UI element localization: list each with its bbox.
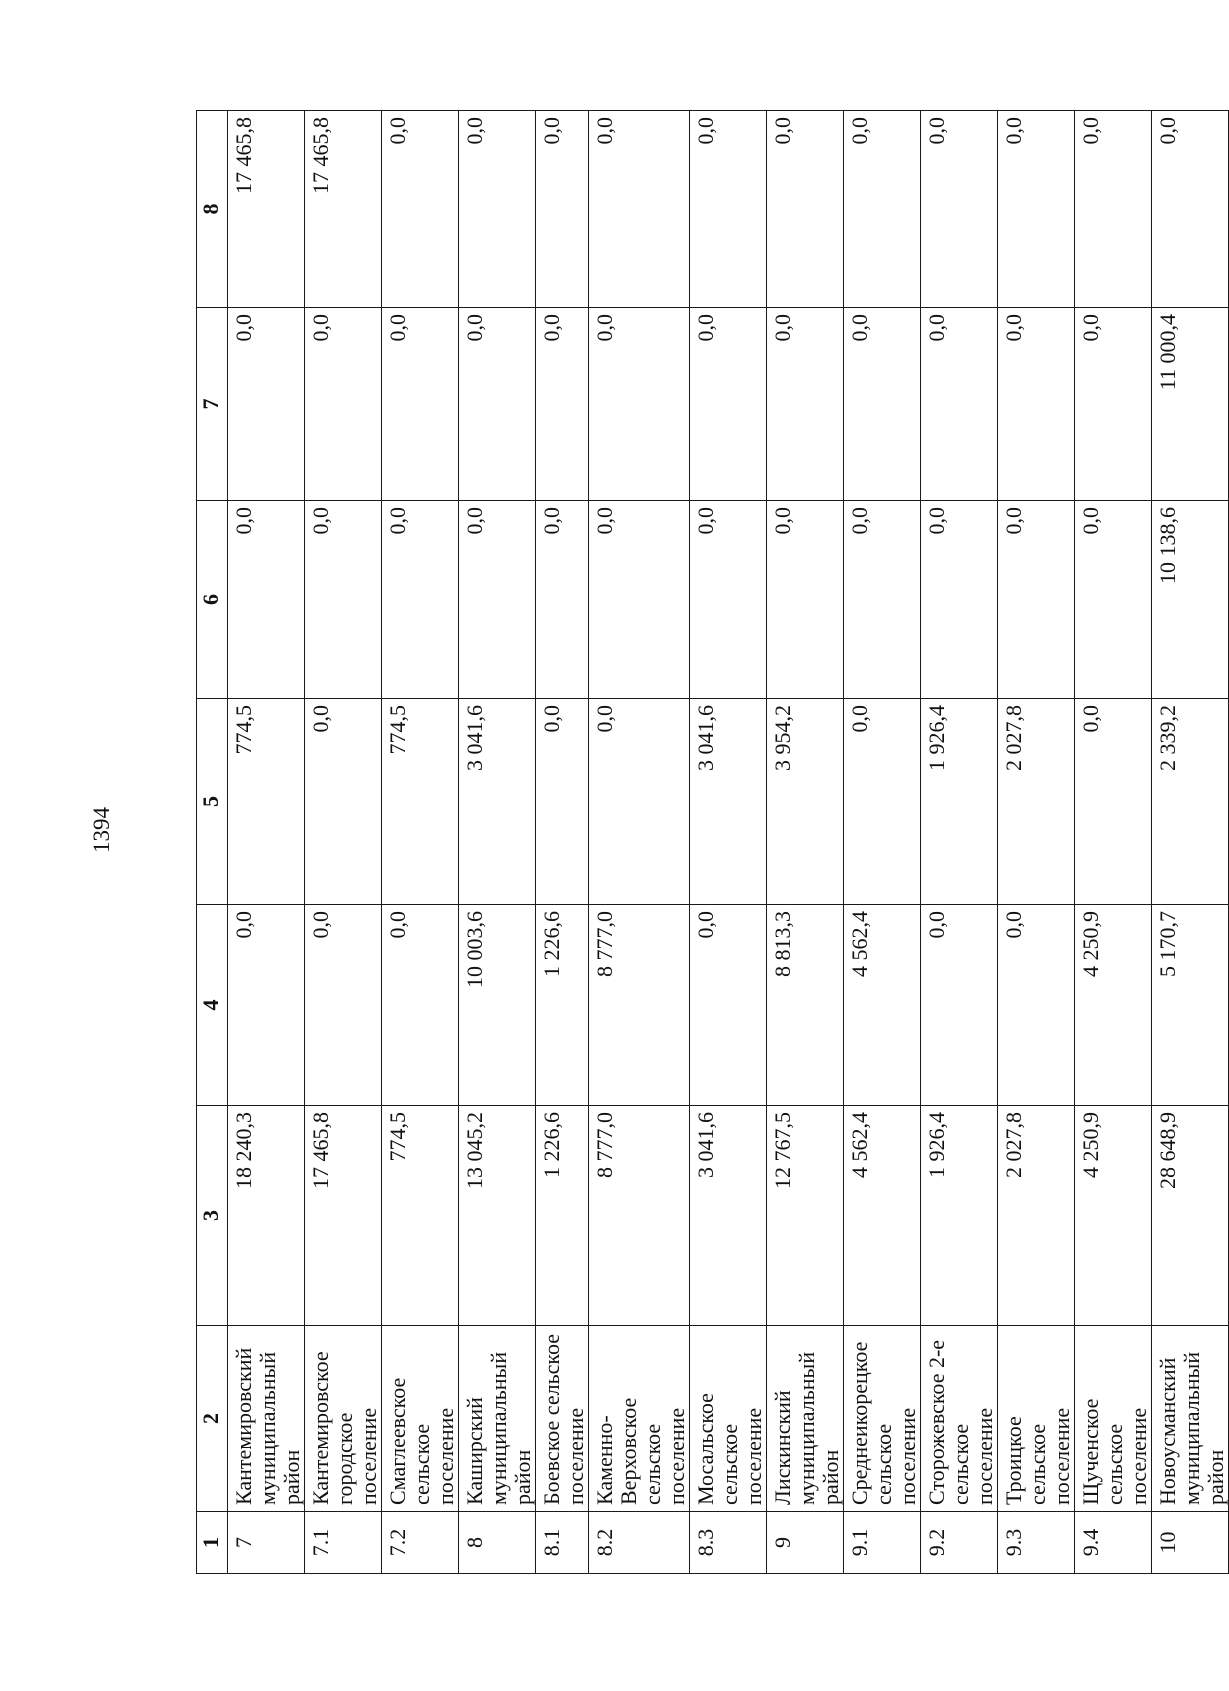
header-cell: 4 — [197, 905, 228, 1106]
territory-name-cell: Троицкое сельское поселение — [998, 1326, 1075, 1512]
amount-cell: 0,0 — [459, 501, 536, 699]
table-row — [382, 111, 459, 1574]
amount-cell: 0,0 — [998, 905, 1075, 1106]
amount-cell: 774,5 — [382, 699, 459, 905]
page-number: 1394 — [89, 807, 114, 853]
table-row — [767, 111, 844, 1574]
header-cell: 1 — [197, 1512, 228, 1574]
header-cell: 8 — [197, 111, 228, 308]
amount-cell: 0,0 — [305, 699, 382, 905]
amount-cell: 3 041,6 — [690, 699, 767, 905]
amount-cell: 0,0 — [305, 501, 382, 699]
amount-cell: 17 465,8 — [228, 111, 305, 308]
territory-name-cell: Среднеикорецкое сельское поселение — [844, 1326, 921, 1512]
amount-cell: 12 767,5 — [767, 1106, 844, 1326]
amount-cell: 0,0 — [382, 308, 459, 501]
amount-cell: 4 562,4 — [844, 1106, 921, 1326]
amount-cell: 17 465,8 — [305, 1106, 382, 1326]
row-number-cell: 9 — [767, 1512, 844, 1574]
amount-cell: 10 003,6 — [459, 905, 536, 1106]
amount-cell: 3 954,2 — [767, 699, 844, 905]
row-number-cell: 8.1 — [536, 1512, 589, 1574]
territory-name-cell: Сторожевское 2-е сельское поселение — [921, 1326, 998, 1512]
row-number-cell: 9.4 — [1075, 1512, 1152, 1574]
amount-cell: 3 041,6 — [690, 1106, 767, 1326]
amount-cell: 0,0 — [382, 501, 459, 699]
amount-cell: 18 240,3 — [228, 1106, 305, 1326]
amount-cell: 0,0 — [998, 111, 1075, 308]
amount-cell: 0,0 — [536, 308, 589, 501]
amount-cell: 0,0 — [690, 308, 767, 501]
territory-name-cell: Боевское сельское поселение — [536, 1326, 589, 1512]
amount-cell: 0,0 — [459, 111, 536, 308]
amount-cell: 0,0 — [998, 308, 1075, 501]
amount-cell: 4 250,9 — [1075, 905, 1152, 1106]
amount-cell: 0,0 — [1075, 699, 1152, 905]
amount-cell: 3 041,6 — [459, 699, 536, 905]
territory-name-cell: Лискинский муниципальный район — [767, 1326, 844, 1512]
amount-cell: 10 138,6 — [1152, 501, 1229, 699]
amount-cell: 4 250,9 — [1075, 1106, 1152, 1326]
table-row — [921, 111, 998, 1574]
territory-name-cell: Каширский муниципальный район — [459, 1326, 536, 1512]
territory-name-cell: Каменно-Верховское сельское поселение — [589, 1326, 690, 1512]
amount-cell: 1 226,6 — [536, 905, 589, 1106]
amount-cell: 8 777,0 — [589, 1106, 690, 1326]
amount-cell: 0,0 — [305, 308, 382, 501]
table-row — [998, 111, 1075, 1574]
rotated-table-container — [196, 111, 1228, 1574]
row-number-cell: 7.2 — [382, 1512, 459, 1574]
amount-cell: 0,0 — [228, 501, 305, 699]
amount-cell: 11 000,4 — [1152, 308, 1229, 501]
amount-cell: 0,0 — [998, 501, 1075, 699]
table-row — [1152, 111, 1229, 1574]
territory-name-cell: Мосальское сельское поселение — [690, 1326, 767, 1512]
amount-cell: 1 926,4 — [921, 1106, 998, 1326]
amount-cell: 2 339,2 — [1152, 699, 1229, 905]
amount-cell: 0,0 — [589, 111, 690, 308]
table-row — [844, 111, 921, 1574]
amount-cell: 0,0 — [844, 501, 921, 699]
table-body — [228, 111, 1229, 1574]
header-cell: 7 — [197, 308, 228, 501]
row-number-cell: 9.2 — [921, 1512, 998, 1574]
amount-cell: 2 027,8 — [998, 699, 1075, 905]
row-number-cell: 7.1 — [305, 1512, 382, 1574]
header-cell: 3 — [197, 1106, 228, 1326]
table-row — [690, 111, 767, 1574]
amount-cell: 0,0 — [921, 501, 998, 699]
territory-name-cell: Щученское сельское поселение — [1075, 1326, 1152, 1512]
territory-name-cell: Кантемировское городское поселение — [305, 1326, 382, 1512]
table-rotation-frame — [196, 111, 1228, 1574]
amount-cell: 4 562,4 — [844, 905, 921, 1106]
territory-name-cell: Новоусманский муниципальный район — [1152, 1326, 1229, 1512]
amount-cell: 0,0 — [1152, 111, 1229, 308]
table-row — [459, 111, 536, 1574]
territory-name-cell: Кантемировский муниципальный район — [228, 1326, 305, 1512]
amount-cell: 0,0 — [536, 699, 589, 905]
amount-cell: 5 170,7 — [1152, 905, 1229, 1106]
amount-cell: 0,0 — [459, 308, 536, 501]
amount-cell: 0,0 — [1075, 111, 1152, 308]
budget-table — [196, 110, 1229, 1574]
amount-cell: 0,0 — [228, 308, 305, 501]
header-cell: 6 — [197, 501, 228, 699]
table-row — [228, 111, 305, 1574]
row-number-cell: 10 — [1152, 1512, 1229, 1574]
amount-cell: 0,0 — [767, 308, 844, 501]
row-number-cell: 8.3 — [690, 1512, 767, 1574]
amount-cell: 774,5 — [228, 699, 305, 905]
amount-cell: 0,0 — [767, 111, 844, 308]
amount-cell: 0,0 — [382, 111, 459, 308]
row-number-cell: 9.1 — [844, 1512, 921, 1574]
row-number-cell: 8 — [459, 1512, 536, 1574]
table-row — [589, 111, 690, 1574]
amount-cell: 0,0 — [589, 501, 690, 699]
amount-cell: 0,0 — [690, 111, 767, 308]
amount-cell: 0,0 — [844, 699, 921, 905]
amount-cell: 0,0 — [767, 501, 844, 699]
row-number-cell: 9.3 — [998, 1512, 1075, 1574]
amount-cell: 0,0 — [921, 111, 998, 308]
amount-cell: 0,0 — [844, 308, 921, 501]
amount-cell: 17 465,8 — [305, 111, 382, 308]
table-row — [1075, 111, 1152, 1574]
amount-cell: 28 648,9 — [1152, 1106, 1229, 1326]
amount-cell: 0,0 — [305, 905, 382, 1106]
row-number-cell: 7 — [228, 1512, 305, 1574]
territory-name-cell: Смаглеевское сельское поселение — [382, 1326, 459, 1512]
header-cell: 2 — [197, 1326, 228, 1512]
amount-cell: 1 226,6 — [536, 1106, 589, 1326]
amount-cell: 774,5 — [382, 1106, 459, 1326]
amount-cell: 0,0 — [1075, 501, 1152, 699]
amount-cell: 0,0 — [536, 501, 589, 699]
amount-cell: 0,0 — [382, 905, 459, 1106]
amount-cell: 0,0 — [690, 501, 767, 699]
header-cell: 5 — [197, 699, 228, 905]
amount-cell: 13 045,2 — [459, 1106, 536, 1326]
amount-cell: 0,0 — [589, 699, 690, 905]
amount-cell: 0,0 — [589, 308, 690, 501]
amount-cell: 0,0 — [921, 905, 998, 1106]
amount-cell: 0,0 — [1075, 308, 1152, 501]
amount-cell: 0,0 — [228, 905, 305, 1106]
amount-cell: 1 926,4 — [921, 699, 998, 905]
table-header-row — [197, 111, 228, 1574]
amount-cell: 0,0 — [844, 111, 921, 308]
row-number-cell: 8.2 — [589, 1512, 690, 1574]
amount-cell: 8 813,3 — [767, 905, 844, 1106]
amount-cell: 8 777,0 — [589, 905, 690, 1106]
amount-cell: 0,0 — [536, 111, 589, 308]
table-row — [536, 111, 589, 1574]
amount-cell: 0,0 — [921, 308, 998, 501]
amount-cell: 2 027,8 — [998, 1106, 1075, 1326]
table-row — [305, 111, 382, 1574]
amount-cell: 0,0 — [690, 905, 767, 1106]
